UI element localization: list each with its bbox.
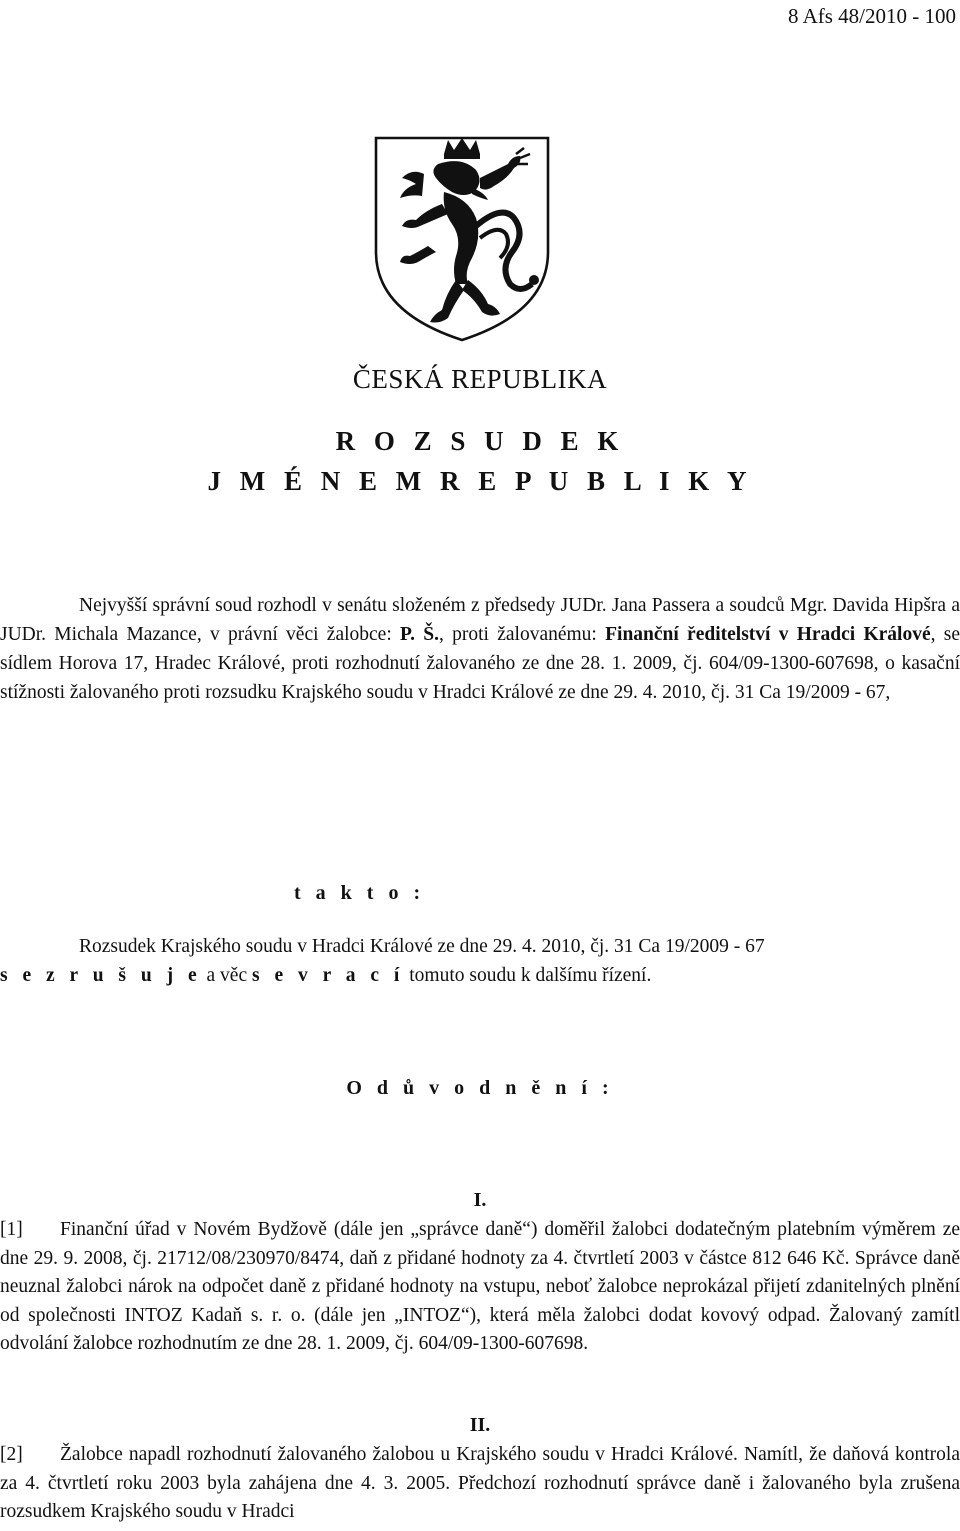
verdict-returns: s e v r a c í	[251, 965, 405, 986]
paragraph-2-label: [2]	[0, 1444, 23, 1465]
file-reference: 8 Afs 48/2010 - 100	[788, 4, 956, 28]
document-subtitle: J M É N E M R E P U B L I K Y	[207, 466, 753, 496]
section-2-number: II.	[469, 1414, 491, 1436]
intro-text-a: Nejvyšší správní soud rozhodl v senátu složeném z předsedy JUDr. Jana Passera a soudců Mgr. Davida Hipšra a JUDr. Michala Mazance, v právní věci žalobce:	[0, 595, 960, 645]
reasoning-heading: O d ů v o d n ě n í :	[346, 1077, 614, 1099]
paragraph-1-text: Finanční úřad v Novém Bydžově (dále jen „správce daně“) doměřil žalobci dodatečným platebním výměrem ze dne 29. 9. 2008, čj. 21712/08/230970/8474, daň z přidané hodnoty za 4. čtvrtletí 2003 v částce 812 646 Kč. Správce daně neuznal žalobci nárok na odpočet daně z přidané hodnoty na vstupu, neboť žalobce neprokázal přijetí zdanitelných plnění od společnosti INTOZ Kadaň s. r. o. (dále jen „INTOZ“), která měla žalobci dodat kovový odpad. Žalovaný zamítl odvolání žalobce rozhodnutím ze dne 28. 1. 2009, čj. 604/09-1300-607698.	[0, 1219, 960, 1354]
paragraph-2	[0, 1441, 960, 1527]
country-name: ČESKÁ REPUBLIKA	[352, 364, 608, 394]
decision-heading: t a k t o :	[294, 882, 426, 904]
verdict-line-1: Rozsudek Krajského soudu v Hradci Králové ze dne 29. 4. 2010, čj. 31 Ca 19/2009 - 67	[79, 936, 765, 957]
paragraph-1-label: [1]	[0, 1219, 23, 1240]
plaintiff-name: P. Š.	[400, 624, 439, 645]
intro-text-b: , proti žalovanému:	[438, 624, 606, 645]
verdict-line-2	[0, 961, 960, 990]
verdict-annuls: s e z r u š u j e	[0, 965, 202, 986]
defendant-name: Finanční ředitelství v Hradci Králové	[605, 624, 931, 645]
paragraph-2-text: Žalobce napadl rozhodnutí žalovaného žalobou u Krajského soudu v Hradci Králové. Namítl, že daňová kontrola za 4. čtvrtletí roku 2003 byla zahájena dne 4. 3. 2005. Předchozí rozhodnutí správce daně i žalovaného byla zrušena rozsudkem Krajského soudu v Hradci	[0, 1444, 960, 1522]
verdict-text-mid: a věc	[201, 965, 252, 986]
verdict-text-end: tomuto soudu k dalšímu řízení.	[404, 965, 652, 986]
verdict-paragraph	[0, 932, 960, 990]
czech-coat-of-arms-icon	[372, 134, 552, 344]
section-1-number: I.	[473, 1189, 487, 1211]
intro-text-c: , se sídlem Horova 17, Hradec Králové, proti rozhodnutí žalovaného ze dne 28. 1. 2009, čj. 604/09-1300-607698, o kasační stížnosti žalovaného proti rozsudku Krajského soudu v Hradci Králové ze dne 29. 4. 2010, čj. 31 Ca 19/2009 - 67,	[0, 624, 960, 703]
paragraph-1	[0, 1216, 960, 1359]
intro-paragraph	[0, 591, 960, 707]
document-title: R O Z S U D E K	[335, 426, 625, 456]
